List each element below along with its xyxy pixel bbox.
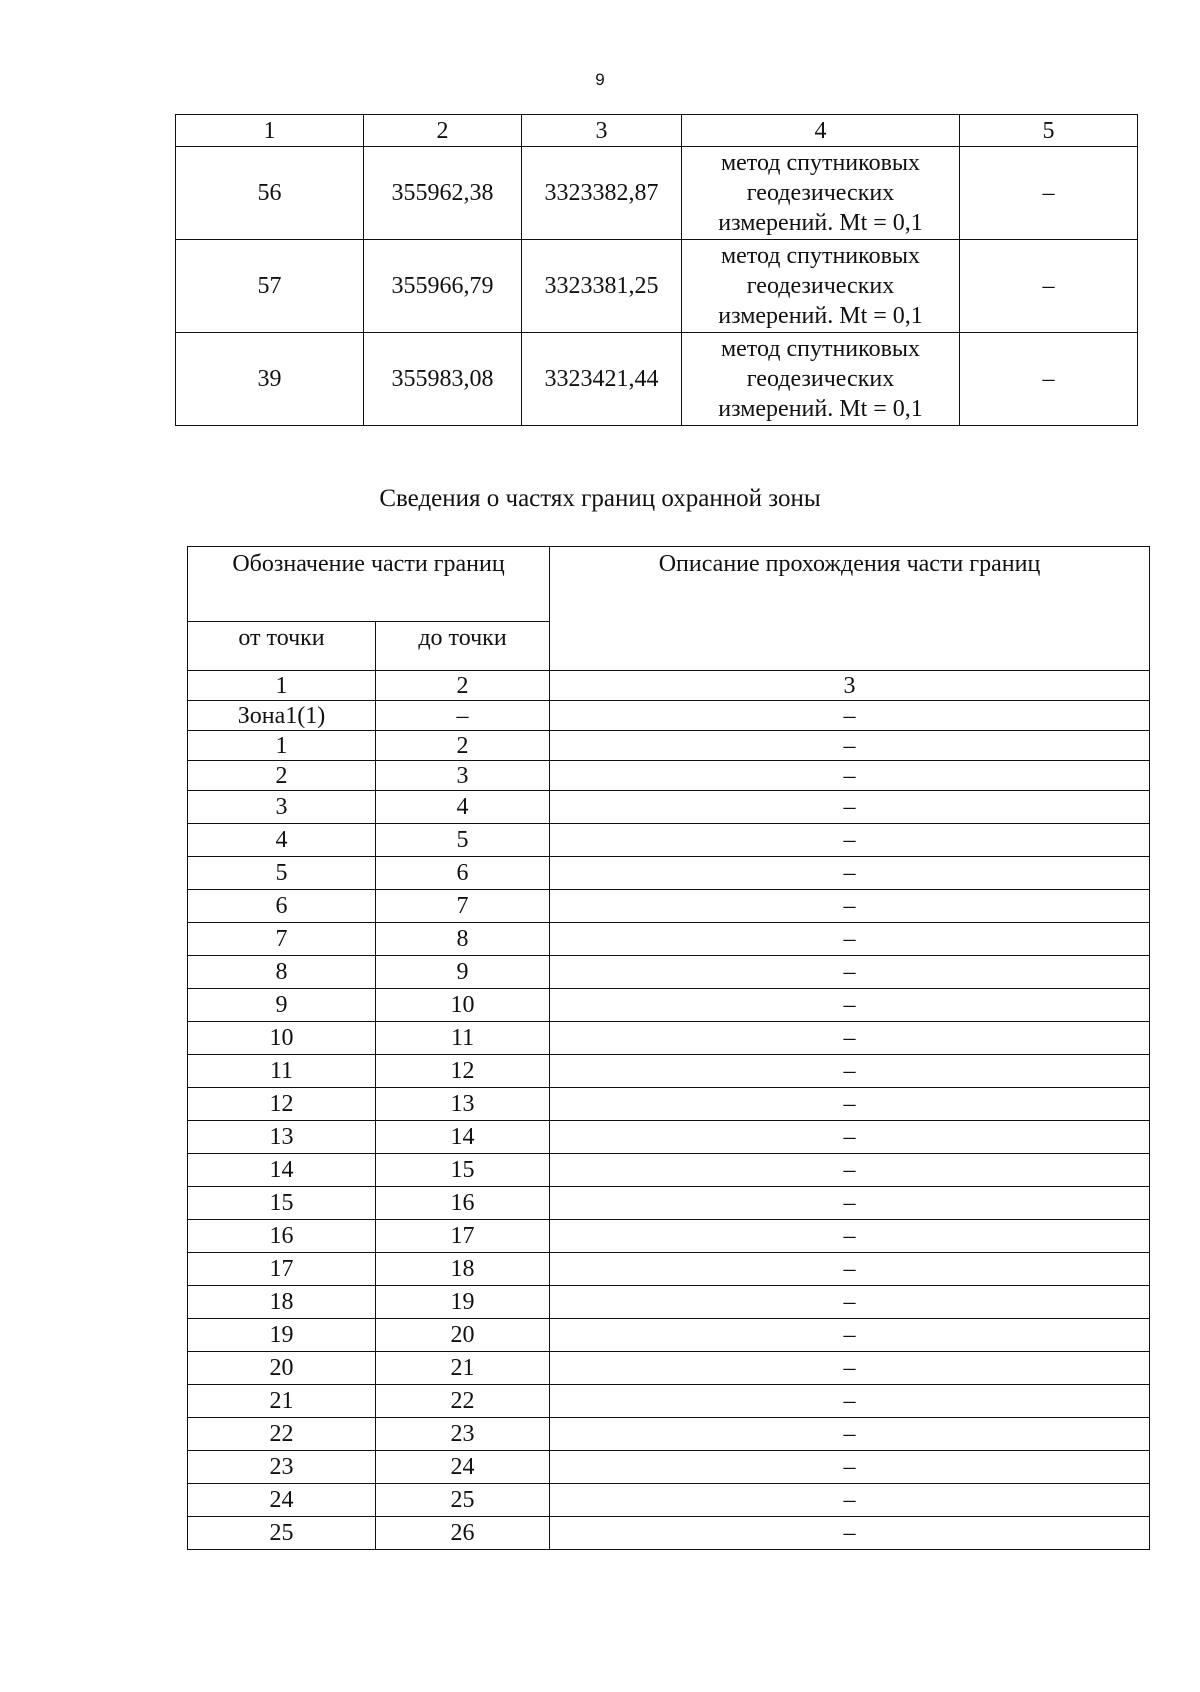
part-description: –: [550, 1088, 1150, 1121]
page-number: 9: [595, 70, 605, 89]
column-index: 2: [376, 671, 550, 701]
table-row: [188, 1451, 1150, 1484]
column-index-row: [188, 671, 1150, 701]
to-point: –: [376, 701, 550, 731]
parts-table-body: [188, 701, 1150, 1550]
method-description: [682, 147, 960, 240]
note: –: [960, 240, 1138, 333]
to-point: 18: [376, 1253, 550, 1286]
to-point: 22: [376, 1385, 550, 1418]
from-point-header: от точки: [188, 622, 376, 671]
column-index: 5: [960, 115, 1138, 147]
part-description: –: [550, 1187, 1150, 1220]
to-point: 10: [376, 989, 550, 1022]
from-point: 14: [188, 1154, 376, 1187]
to-point: 12: [376, 1055, 550, 1088]
table-row: [188, 1319, 1150, 1352]
coordinate-x: 355966,79: [364, 240, 522, 333]
method-description: [682, 333, 960, 426]
from-point: 21: [188, 1385, 376, 1418]
column-index: 3: [522, 115, 682, 147]
column-index: 2: [364, 115, 522, 147]
description-header: Описание прохождения части границ: [550, 547, 1150, 671]
part-description: –: [550, 890, 1150, 923]
to-point: 19: [376, 1286, 550, 1319]
coordinate-x: 355962,38: [364, 147, 522, 240]
method-line: геодезических: [746, 180, 895, 206]
part-description: –: [550, 989, 1150, 1022]
method-line: метод спутниковых: [720, 243, 921, 269]
method-line: метод спутниковых: [720, 150, 921, 176]
from-point: 25: [188, 1517, 376, 1550]
method-line: измерений. Mt = 0,1: [718, 303, 923, 329]
from-point: 17: [188, 1253, 376, 1286]
table-row: [188, 923, 1150, 956]
to-point: 17: [376, 1220, 550, 1253]
to-point: 6: [376, 857, 550, 890]
to-point: 21: [376, 1352, 550, 1385]
table-row: [188, 1121, 1150, 1154]
part-description: –: [550, 731, 1150, 761]
to-point: 5: [376, 824, 550, 857]
to-point: 25: [376, 1484, 550, 1517]
section-title: Сведения о частях границ охранной зоны: [379, 485, 821, 512]
table-row: [188, 1517, 1150, 1550]
to-point: 2: [376, 731, 550, 761]
from-point: 1: [188, 731, 376, 761]
to-point: 15: [376, 1154, 550, 1187]
part-description: –: [550, 1319, 1150, 1352]
to-point: 9: [376, 956, 550, 989]
point-number: 56: [176, 147, 364, 240]
note: –: [960, 147, 1138, 240]
to-point: 13: [376, 1088, 550, 1121]
table-row: [188, 761, 1150, 791]
point-number: 39: [176, 333, 364, 426]
from-point: 2: [188, 761, 376, 791]
from-point: 13: [188, 1121, 376, 1154]
to-point: 23: [376, 1418, 550, 1451]
part-description: –: [550, 1451, 1150, 1484]
from-point: 15: [188, 1187, 376, 1220]
from-point: 4: [188, 824, 376, 857]
part-description: –: [550, 1121, 1150, 1154]
from-point: 9: [188, 989, 376, 1022]
table-row: [188, 701, 1150, 731]
coordinate-x: 355983,08: [364, 333, 522, 426]
from-point: 6: [188, 890, 376, 923]
column-index: 4: [682, 115, 960, 147]
table-row: [188, 1088, 1150, 1121]
from-point: 20: [188, 1352, 376, 1385]
table-row: [188, 1484, 1150, 1517]
table-row: [188, 1352, 1150, 1385]
coordinate-y: 3323382,87: [522, 147, 682, 240]
from-point: 5: [188, 857, 376, 890]
column-index: 3: [550, 671, 1150, 701]
part-description: –: [550, 1220, 1150, 1253]
to-point: 8: [376, 923, 550, 956]
group-header: Обозначение части границ: [188, 547, 550, 622]
part-description: –: [550, 701, 1150, 731]
column-index: 1: [188, 671, 376, 701]
from-point: 12: [188, 1088, 376, 1121]
to-point-header: до точки: [376, 622, 550, 671]
coordinates-table-header: [176, 115, 1138, 147]
from-point: 3: [188, 791, 376, 824]
method-line: измерений. Mt = 0,1: [718, 210, 923, 236]
part-description: –: [550, 1352, 1150, 1385]
part-description: –: [550, 791, 1150, 824]
to-point: 11: [376, 1022, 550, 1055]
boundary-parts-table: [187, 546, 1150, 1550]
point-number: 57: [176, 240, 364, 333]
from-point: 24: [188, 1484, 376, 1517]
table-row: [188, 1220, 1150, 1253]
to-point: 7: [376, 890, 550, 923]
table-row: [188, 1253, 1150, 1286]
part-description: –: [550, 857, 1150, 890]
from-point: 23: [188, 1451, 376, 1484]
coordinate-y: 3323381,25: [522, 240, 682, 333]
table-row: [188, 989, 1150, 1022]
from-point: 7: [188, 923, 376, 956]
from-point: 11: [188, 1055, 376, 1088]
table-row: [188, 1154, 1150, 1187]
table-row: [188, 1187, 1150, 1220]
parts-header-row: [188, 547, 1150, 622]
part-description: –: [550, 1418, 1150, 1451]
from-point: 22: [188, 1418, 376, 1451]
part-description: –: [550, 1055, 1150, 1088]
column-index: 1: [176, 115, 364, 147]
method-description: [682, 240, 960, 333]
method-line: метод спутниковых: [720, 336, 921, 362]
from-point: 8: [188, 956, 376, 989]
table-row: [188, 791, 1150, 824]
table-row: [188, 1055, 1150, 1088]
part-description: –: [550, 923, 1150, 956]
coordinate-y: 3323421,44: [522, 333, 682, 426]
table-row: [188, 857, 1150, 890]
part-description: –: [550, 1154, 1150, 1187]
from-point: 18: [188, 1286, 376, 1319]
from-point: 19: [188, 1319, 376, 1352]
from-point: Зона1(1): [188, 701, 376, 731]
to-point: 20: [376, 1319, 550, 1352]
part-description: –: [550, 1517, 1150, 1550]
method-line: геодезических: [746, 273, 895, 299]
part-description: –: [550, 1253, 1150, 1286]
table-row: [188, 731, 1150, 761]
method-line: измерений. Mt = 0,1: [718, 396, 923, 422]
part-description: –: [550, 824, 1150, 857]
part-description: –: [550, 1385, 1150, 1418]
table-row: [188, 1418, 1150, 1451]
note: –: [960, 333, 1138, 426]
table-row: [188, 956, 1150, 989]
part-description: –: [550, 1484, 1150, 1517]
to-point: 16: [376, 1187, 550, 1220]
table-row: [188, 1022, 1150, 1055]
table-row: [176, 333, 1138, 426]
table-row: [188, 890, 1150, 923]
table-row: [188, 824, 1150, 857]
table-row: [188, 1385, 1150, 1418]
to-point: 3: [376, 761, 550, 791]
table-row: [176, 240, 1138, 333]
table-row: [176, 147, 1138, 240]
part-description: –: [550, 1022, 1150, 1055]
from-point: 16: [188, 1220, 376, 1253]
part-description: –: [550, 761, 1150, 791]
from-point: 10: [188, 1022, 376, 1055]
table-row: [188, 1286, 1150, 1319]
part-description: –: [550, 1286, 1150, 1319]
part-description: –: [550, 956, 1150, 989]
to-point: 24: [376, 1451, 550, 1484]
method-line: геодезических: [746, 366, 895, 392]
to-point: 4: [376, 791, 550, 824]
coordinates-table: [175, 114, 1138, 426]
to-point: 14: [376, 1121, 550, 1154]
to-point: 26: [376, 1517, 550, 1550]
